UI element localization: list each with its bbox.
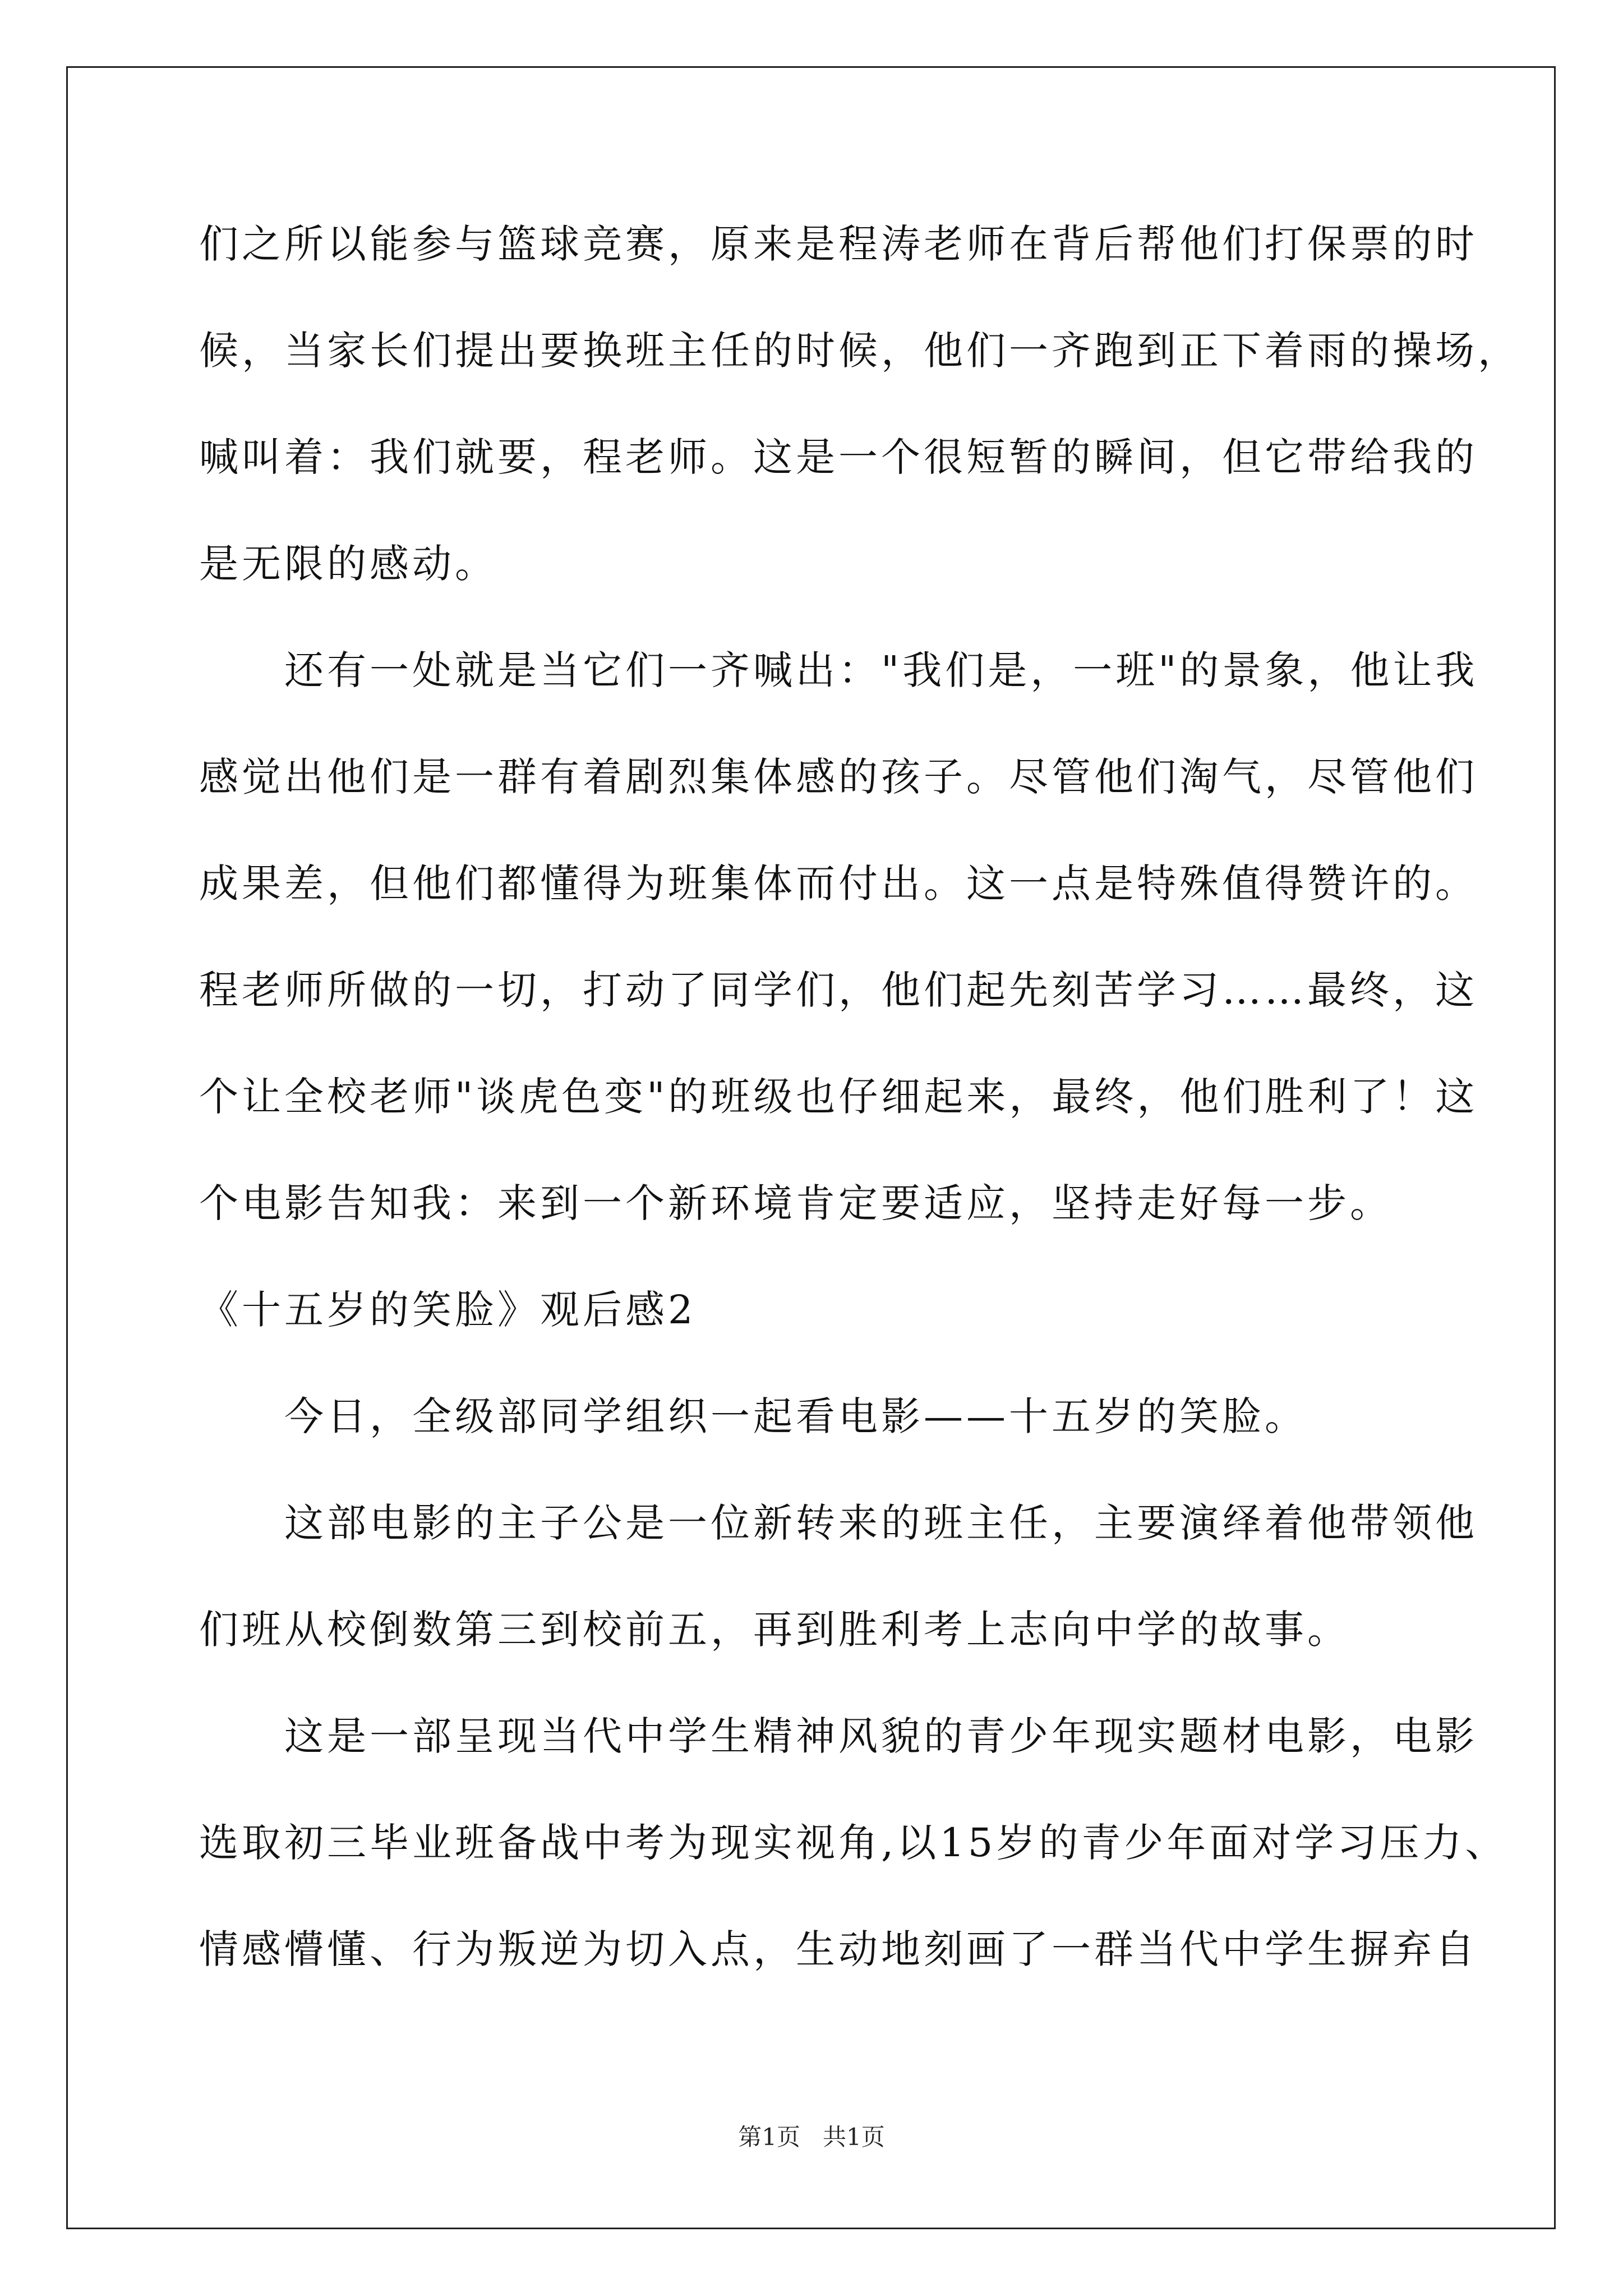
page-border — [66, 66, 1556, 2229]
text-line: 喊叫着：我们就要，程老师。这是一个很短暂的瞬间，但它带给我的 — [199, 434, 1478, 480]
page-footer — [0, 2120, 1623, 2154]
text-line: 们班从校倒数第三到校前五，再到胜利考上志向中学的故事。 — [199, 1607, 1350, 1653]
page-total: 共1页 — [823, 2123, 885, 2151]
text-line: 们之所以能参与篮球竞赛，原来是程涛老师在背后帮他们打保票的时 — [199, 221, 1478, 267]
text-line: 情感懵懂、行为叛逆为切入点，生动地刻画了一群当代中学生摒弃自 — [199, 1926, 1478, 1972]
text-line: 感觉出他们是一群有着剧烈集体感的孩子。尽管他们淘气，尽管他们 — [199, 754, 1478, 800]
text-line: 这部电影的主子公是一位新转来的班主任，主要演绎着他带领他 — [199, 1500, 1478, 1546]
text-line: 选取初三毕业班备战中考为现实视角,以15岁的青少年面对学习压力、 — [199, 1820, 1508, 1866]
page-number: 第1页 — [738, 2123, 800, 2151]
text-line: 是无限的感动。 — [199, 541, 497, 587]
text-line: 今日，全级部同学组织一起看电影——十五岁的笑脸。 — [199, 1393, 1307, 1439]
section-heading: 《十五岁的笑脸》观后感2 — [199, 1287, 697, 1333]
text-line: 个让全校老师"谈虎色变"的班级也仔细起来，最终，他们胜利了！这 — [199, 1074, 1478, 1120]
text-line: 候，当家长们提出要换班主任的时候，他们一齐跑到正下着雨的操场， — [199, 328, 1520, 374]
text-line: 个电影告知我：来到一个新环境肯定要适应，坚持走好每一步。 — [199, 1180, 1393, 1226]
text-line: 还有一处就是当它们一齐喊出："我们是，一班"的景象，他让我 — [199, 647, 1478, 693]
text-line: 这是一部呈现当代中学生精神风貌的青少年现实题材电影，电影 — [199, 1713, 1478, 1759]
text-line: 程老师所做的一切，打动了同学们，他们起先刻苦学习……最终，这 — [199, 967, 1478, 1013]
text-line: 成果差，但他们都懂得为班集体而付出。这一点是特殊值得赞许的。 — [199, 861, 1478, 907]
